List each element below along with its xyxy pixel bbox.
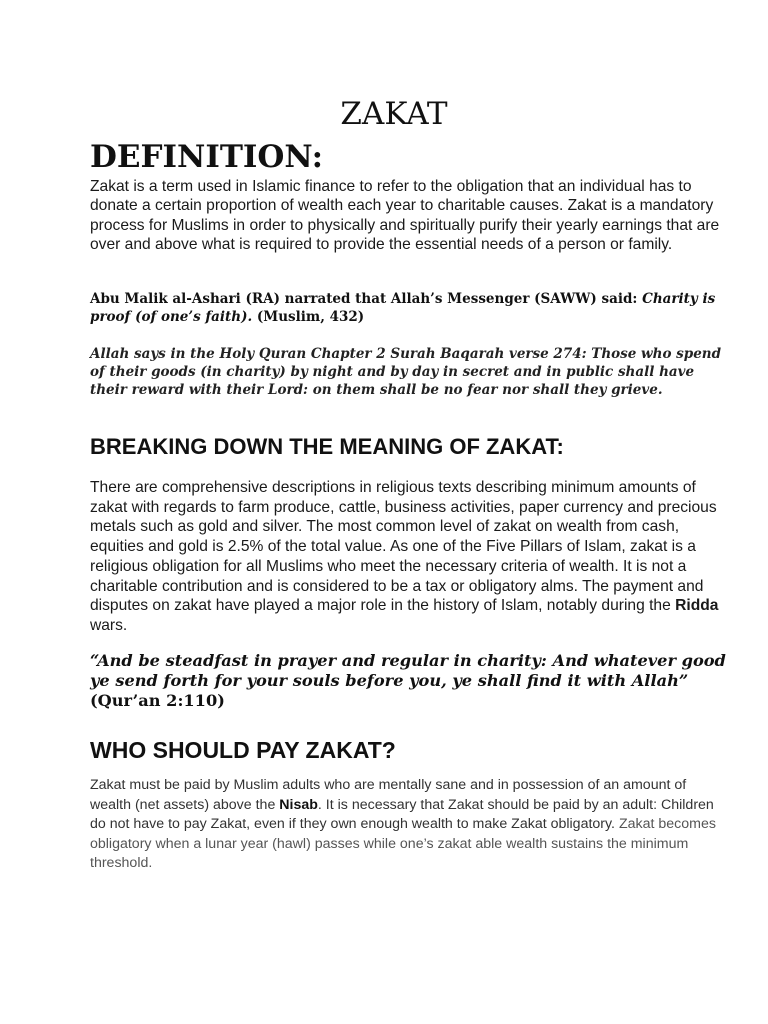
hadith-quote: Charity is proof (of one’s faith). [90, 291, 716, 325]
breaking-down-text-end: wars. [90, 616, 128, 634]
hadith-reference: (Muslim, 432) [252, 309, 365, 325]
definition-heading: DEFINITION: [90, 139, 324, 175]
who-should-pay-heading: WHO SHOULD PAY ZAKAT? [90, 737, 396, 763]
ayah-paragraph: Allah says in the Holy Quran Chapter 2 Surah Baqarah verse 274: Those who spend of their goods (in charity) by night and by day in secret and in public shall have their reward with their Lord: on them shall be no fear nor shall they grieve. [90, 346, 722, 398]
ridda-term: Ridda [675, 597, 719, 615]
breaking-down-paragraph [90, 478, 730, 636]
nisab-term: Nisab [279, 796, 318, 813]
who-should-pay-text-3: Zakat becomes obligatory when a lunar year (hawl) passes while one’s zakat able wealth sustains the minimum threshold. [90, 816, 716, 871]
breaking-down-heading: BREAKING DOWN THE MEANING OF ZAKAT: [90, 434, 564, 459]
quran-quote-text: “And be steadfast in prayer and regular in charity: And whatever good ye send forth for your souls before you, ye shall find it with Allah” [90, 651, 726, 690]
hadith-paragraph [90, 290, 730, 326]
who-should-pay-paragraph [90, 776, 730, 874]
quran-quote-reference: (Qur’an 2:110) [90, 691, 225, 710]
who-should-pay-text-1: Zakat must be paid by Muslim adults who are mentally sane and in possession of an amount of wealth (net assets) above the [90, 777, 687, 813]
breaking-down-text: There are comprehensive descriptions in religious texts describing minimum amounts of zakat with regards to farm produce, cattle, business activities, paper currency and precious metals such as gold and silver. The most common level of zakat on wealth from cash, equities and gold is 2.5% of the total value. As one of the Five Pillars of Islam, zakat is a religious obligation for all Muslims who meet the necessary criteria of wealth. It is not a charitable contribution and is considered to be a tax or obligatory alms. The payment and disputes on zakat have played a major role in the history of Islam, notably during the [90, 479, 717, 615]
quran-quote [90, 651, 730, 711]
hadith-intro: Abu Malik al-Ashari (RA) narrated that Allah’s Messenger (SAWW) said: [90, 291, 643, 307]
definition-paragraph: Zakat is a term used in Islamic finance to refer to the obligation that an individual has to donate a certain proportion of wealth each year to charitable causes. Zakat is a mandatory process for Muslims in order to physically and spiritually purify their yearly earnings that are over and above what is required to provide the essential needs of a person or family. [90, 178, 720, 254]
page-title: ZAKAT [340, 96, 448, 132]
who-should-pay-text-2: . It is necessary that Zakat should be paid by an adult: Children do not have to pay Zakat, even if they own enough wealth to make Zakat obligatory. [90, 796, 714, 832]
